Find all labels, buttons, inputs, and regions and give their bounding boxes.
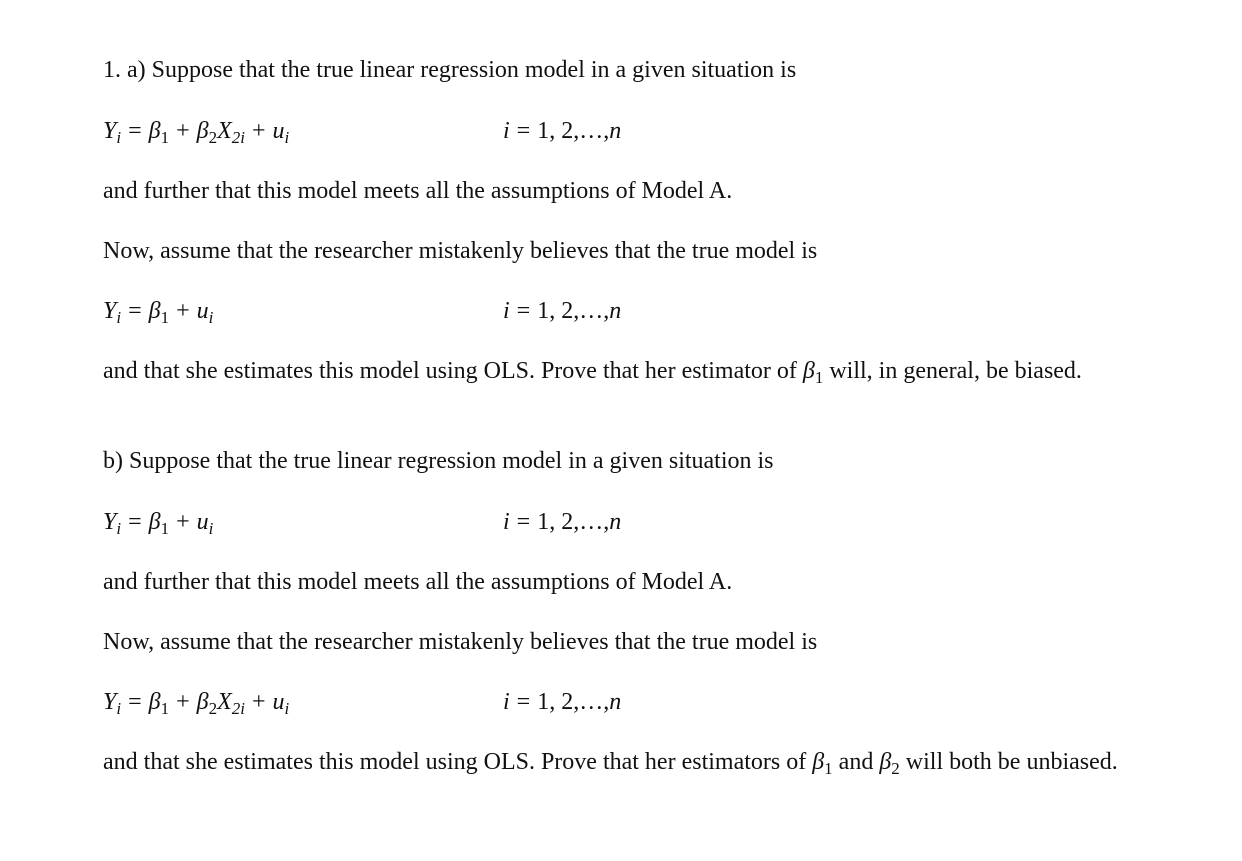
equation-expression: $Y_i = \beta_1 + \beta_2X_{2i} + u_i$	[103, 118, 290, 147]
part-a-further: and further that this model meets all the assumptions of Model A.	[103, 178, 733, 204]
equation-expression: $Y_i = \beta_1 + u_i$	[103, 509, 214, 538]
index-range: i = 1, 2,…,n	[503, 509, 622, 535]
part-a-intro: 1. a) Suppose that the true linear regression model in a given situation is	[103, 57, 797, 83]
equation-expression: $Y_i = \beta_1 + u_i$	[103, 298, 214, 327]
index-range: i = 1, 2,…,n	[503, 689, 622, 715]
part-b-conclusion: and that she estimates this model using OLS. Prove that her estimators of $\beta_1$ and $\beta_2$ will both be unbiased.	[103, 749, 1118, 778]
part-b-intro: b) Suppose that the true linear regression model in a given situation is	[103, 448, 774, 474]
equation-expression: $Y_i = \beta_1 + \beta_2X_{2i} + u_i$	[103, 689, 290, 718]
part-b-now-assume: Now, assume that the researcher mistakenly believes that the true model is	[103, 629, 818, 655]
part-b-further: and further that this model meets all the assumptions of Model A.	[103, 569, 733, 595]
part-a-conclusion: and that she estimates this model using OLS. Prove that her estimator of $\beta_1$ will, in general, be biased.	[103, 358, 1082, 387]
index-range: i = 1, 2,…,n	[503, 118, 622, 144]
index-range: i = 1, 2,…,n	[503, 298, 622, 324]
part-a-now-assume: Now, assume that the researcher mistakenly believes that the true model is	[103, 238, 818, 264]
